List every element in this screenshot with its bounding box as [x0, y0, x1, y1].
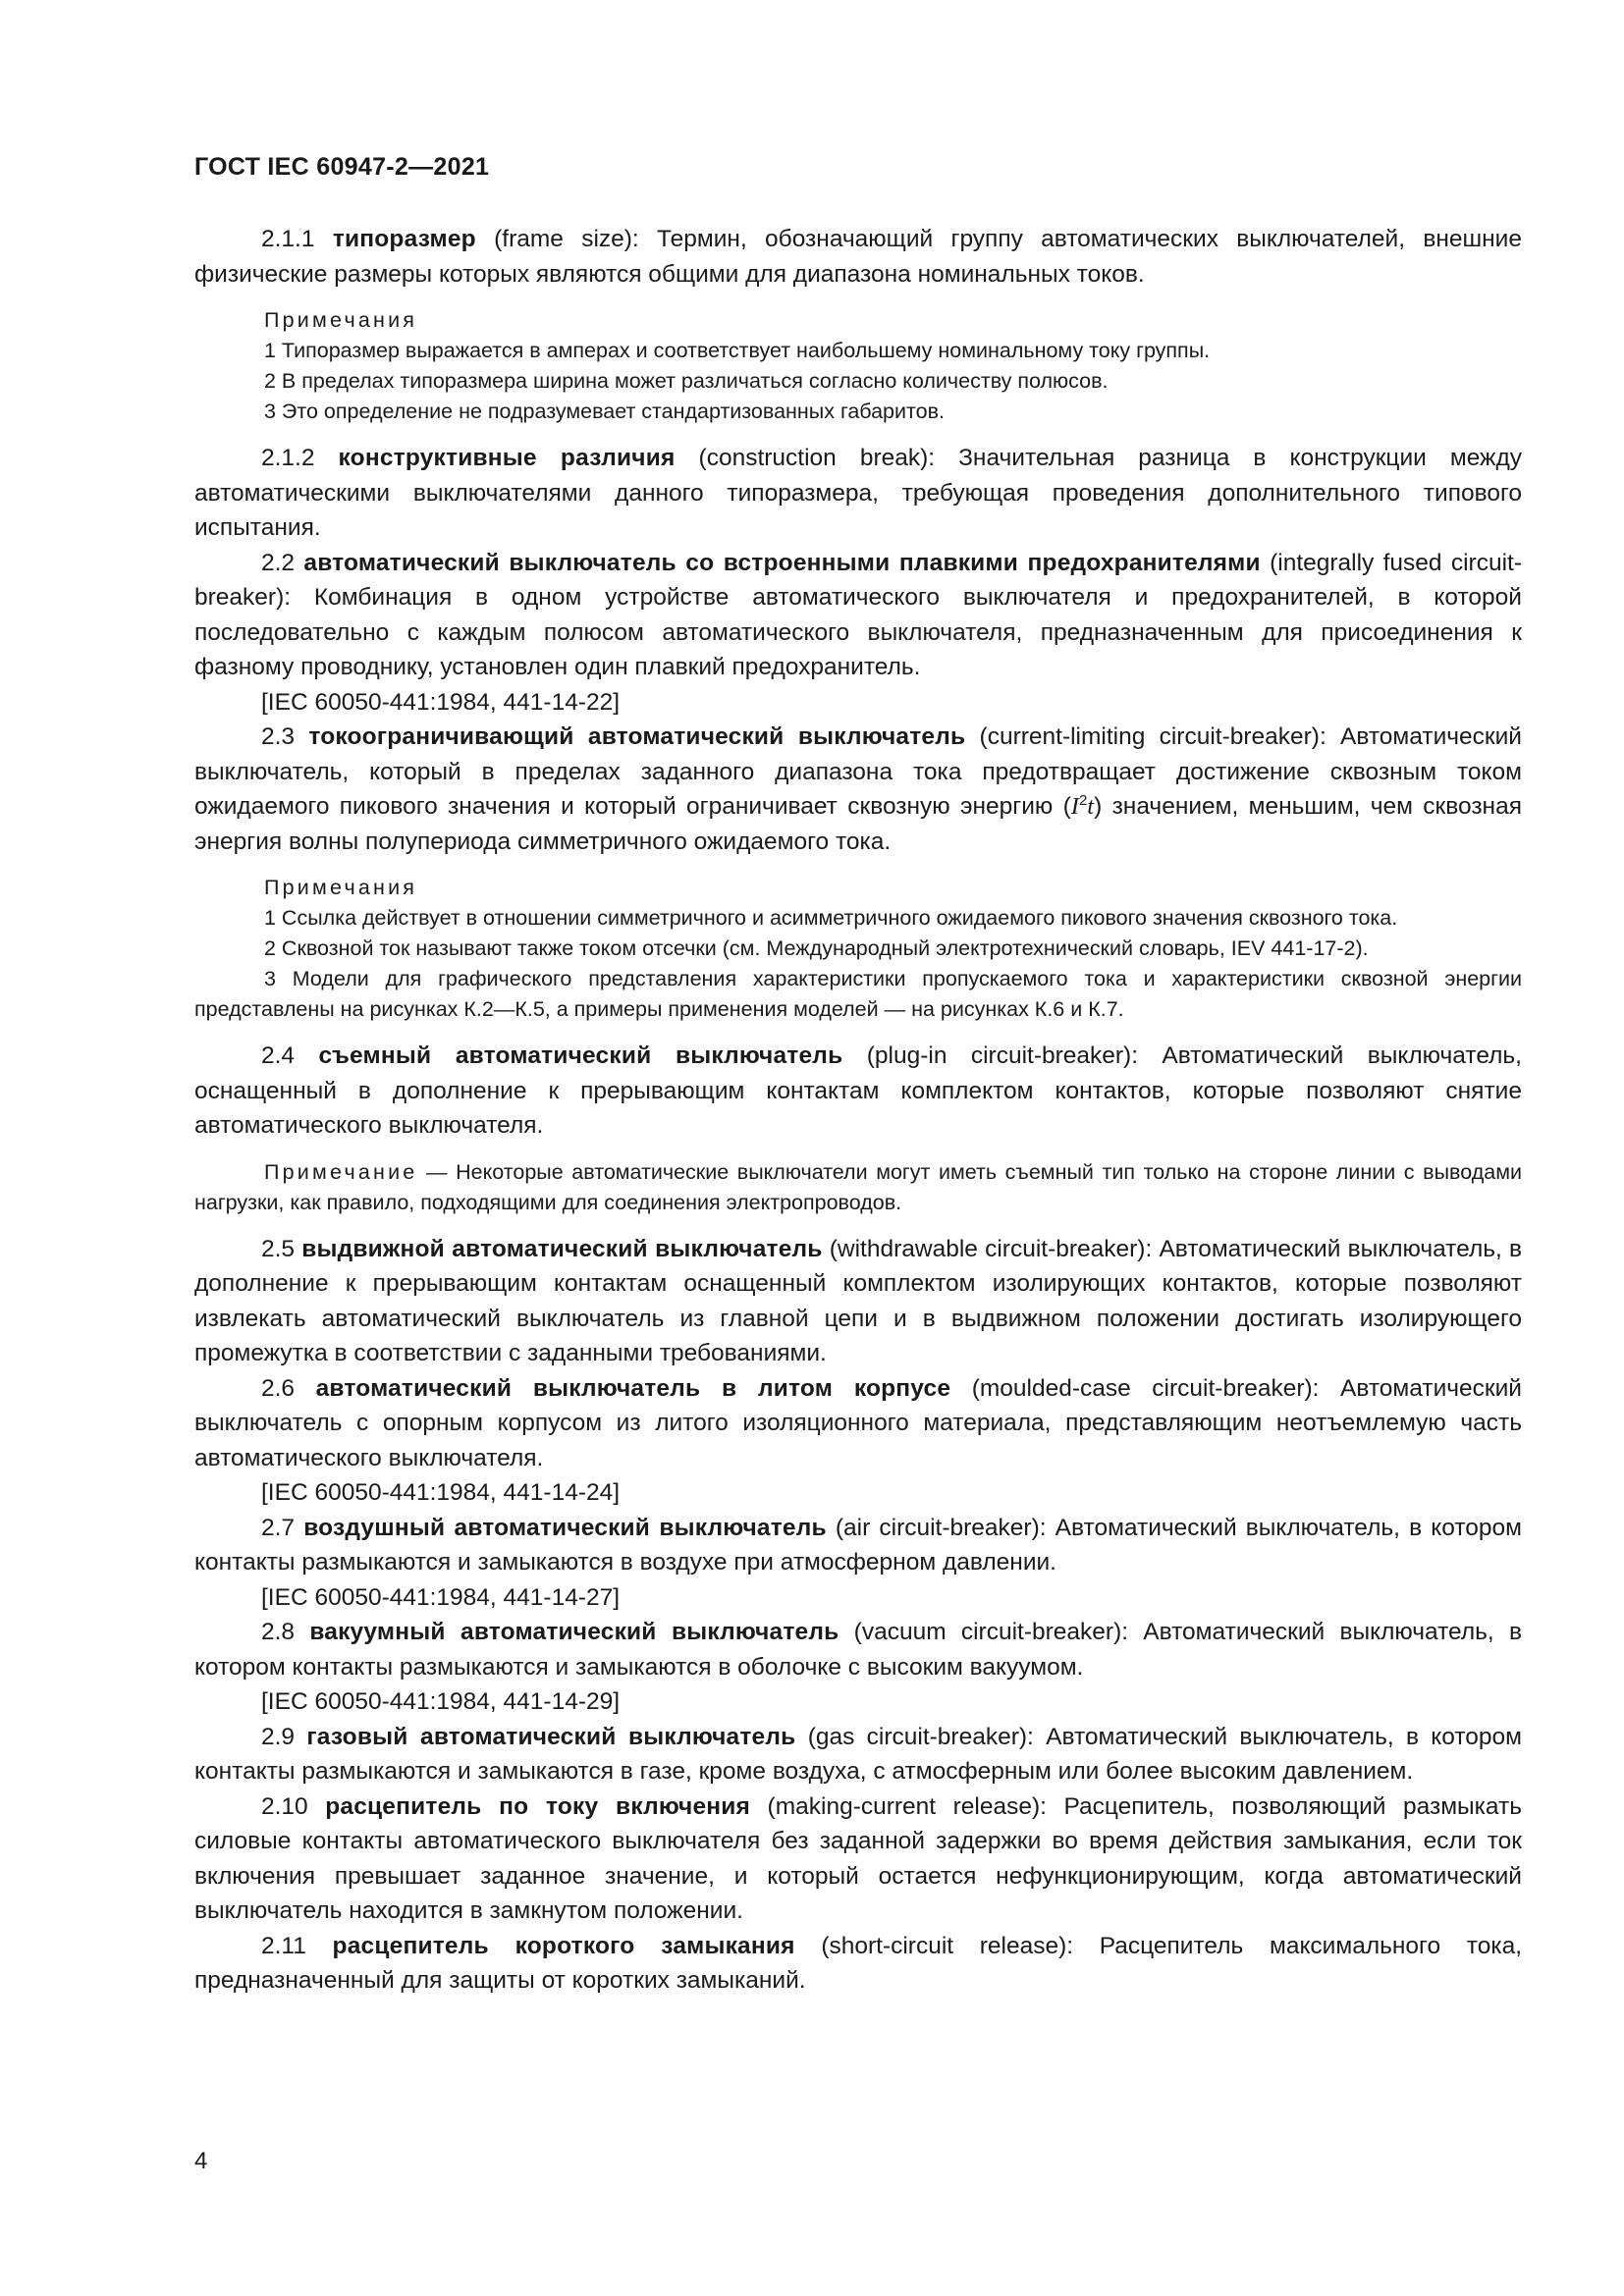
note-item: 3 Модели для графического представления характеристики пропускаемого тока и характеристики сквозной энергии представлены на рисунках К.2—К.5, а примеры применения моделей — на рисунках К.6 и К.7.: [194, 967, 1522, 1021]
page-number: 4: [194, 2148, 208, 2174]
reference: [IEC 60050-441:1984, 441-14-29]: [261, 1688, 621, 1715]
note-block-3: [194, 1157, 1522, 1218]
document-header: ГОСТ IEC 60947-2—2021: [194, 153, 490, 181]
reference: [IEC 60050-441:1984, 441-14-24]: [261, 1479, 621, 1506]
note-item: Примечание — Некоторые автоматические выключатели могут иметь съемный тип только на стороне линии с выводами нагрузки, как правило, подходящими для соединения электропроводов.: [194, 1159, 1522, 1214]
clause-2-9: 2.9 газовый автоматический выключатель (gas circuit-breaker): Автоматический выключатель, в котором контакты размыкаются и замыкаются в газе, кроме воздуха, с атмосферным или более высоким давлением.: [194, 1723, 1523, 1785]
notes-heading: Примечания: [264, 308, 418, 332]
notes-block-1: [194, 305, 1522, 427]
notes-block-2: [194, 873, 1522, 1025]
clause-2-2: 2.2 автоматический выключатель со встроенными плавкими предохранителями (integrally fused circuit-breaker): Комбинация в одном устройстве автоматического выключателя и предохранителей, в которой последовательно с каждым полюсом автоматического выключателя, предназначенным для присоединения к фазному проводнику, установлен один плавкий предохранитель.: [194, 549, 1522, 680]
clause-2-11: 2.11 расцепитель короткого замыкания (short-circuit release): Расцепитель максимального тока, предназначенный для защиты от коротких замыканий.: [194, 1932, 1523, 1994]
clause-2-8: 2.8 вакуумный автоматический выключатель (vacuum circuit-breaker): Автоматический выключатель, в котором контакты размыкаются и замыкаются в оболочке с высоким вакуумом.: [194, 1619, 1522, 1681]
note-item: 2 Сквозной ток называют также током отсечки (см. Международный электротехнический словарь, IEV 441-17-2).: [264, 936, 1369, 960]
reference: [IEC 60050-441:1984, 441-14-27]: [261, 1583, 621, 1611]
note-item: 1 Ссылка действует в отношении симметричного и асимметричного ожидаемого пикового значения сквозного тока.: [264, 906, 1398, 930]
note-item: 1 Типоразмер выражается в амперах и соответствует наибольшему номинальному току группы.: [264, 339, 1211, 362]
clause-2-6: 2.6 автоматический выключатель в литом корпусе (moulded-case circuit-breaker): Автоматический выключатель с опорным корпусом из литого изоляционного материала, представляющим неотъемлемую часть автоматического выключателя.: [194, 1374, 1522, 1471]
reference: [IEC 60050-441:1984, 441-14-22]: [261, 688, 621, 716]
clause-2-1-1: 2.1.1 типоразмер (frame size): Термин, обозначающий группу автоматических выключателей, внешние физические размеры которых являются общими для диапазона номинальных токов.: [194, 226, 1522, 288]
note-item: 3 Это определение не подразумевает стандартизованных габаритов.: [264, 400, 945, 423]
clause-2-1-2: 2.1.2 конструктивные различия (construction break): Значительная разница в конструкции между автоматическими выключателями данного типоразмера, требующая проведения дополнительного типового испытания.: [194, 445, 1522, 541]
clause-2-5: 2.5 выдвижной автоматический выключатель (withdrawable circuit-breaker): Автоматический выключатель, в дополнение к прерывающим контактам оснащенный комплектом изолирующих контактов, которые позволяют извлекать автоматический выключатель из главной цепи и в выдвижном положении достигать изолирующего промежутка в соответствии с заданными требованиями.: [194, 1235, 1523, 1366]
clause-2-3: 2.3 токоограничивающий автоматический выключатель (current-limiting circuit-breaker): Автоматический выключатель, который в пределах заданного диапазона тока предотвращает достижение сквозным током ожидаемого пикового значения и который ограничивает сквозную энергию $(I^2t)$ значением, меньшим, чем сквозная энергия волны полупериода симметричного ожидаемого тока.: [194, 723, 1522, 855]
note-item: 2 В пределах типоразмера ширина может различаться согласно количеству полюсов.: [264, 369, 1109, 393]
document-body: [194, 222, 1522, 1999]
clause-2-4: 2.4 съемный автоматический выключатель (plug-in circuit-breaker): Автоматический выключатель, оснащенный в дополнение к прерывающим контактам комплектом контактов, которые позволяют снятие автоматического выключателя.: [194, 1042, 1522, 1139]
clause-2-10: 2.10 расцепитель по току включения (making-current release): Расцепитель, позволяющий размыкать силовые контакты автоматического выключателя без заданной задержки во время действия замыкания, если ток включения превышает заданное значение, и который остается нефункционирующим, когда автоматический выключатель находится в замкнутом положении.: [194, 1792, 1522, 1924]
notes-heading: Примечания: [264, 876, 418, 899]
clause-2-7: 2.7 воздушный автоматический выключатель (air circuit-breaker): Автоматический выключатель, в котором контакты размыкаются и замыкаются в воздухе при атмосферном давлении.: [194, 1514, 1522, 1575]
